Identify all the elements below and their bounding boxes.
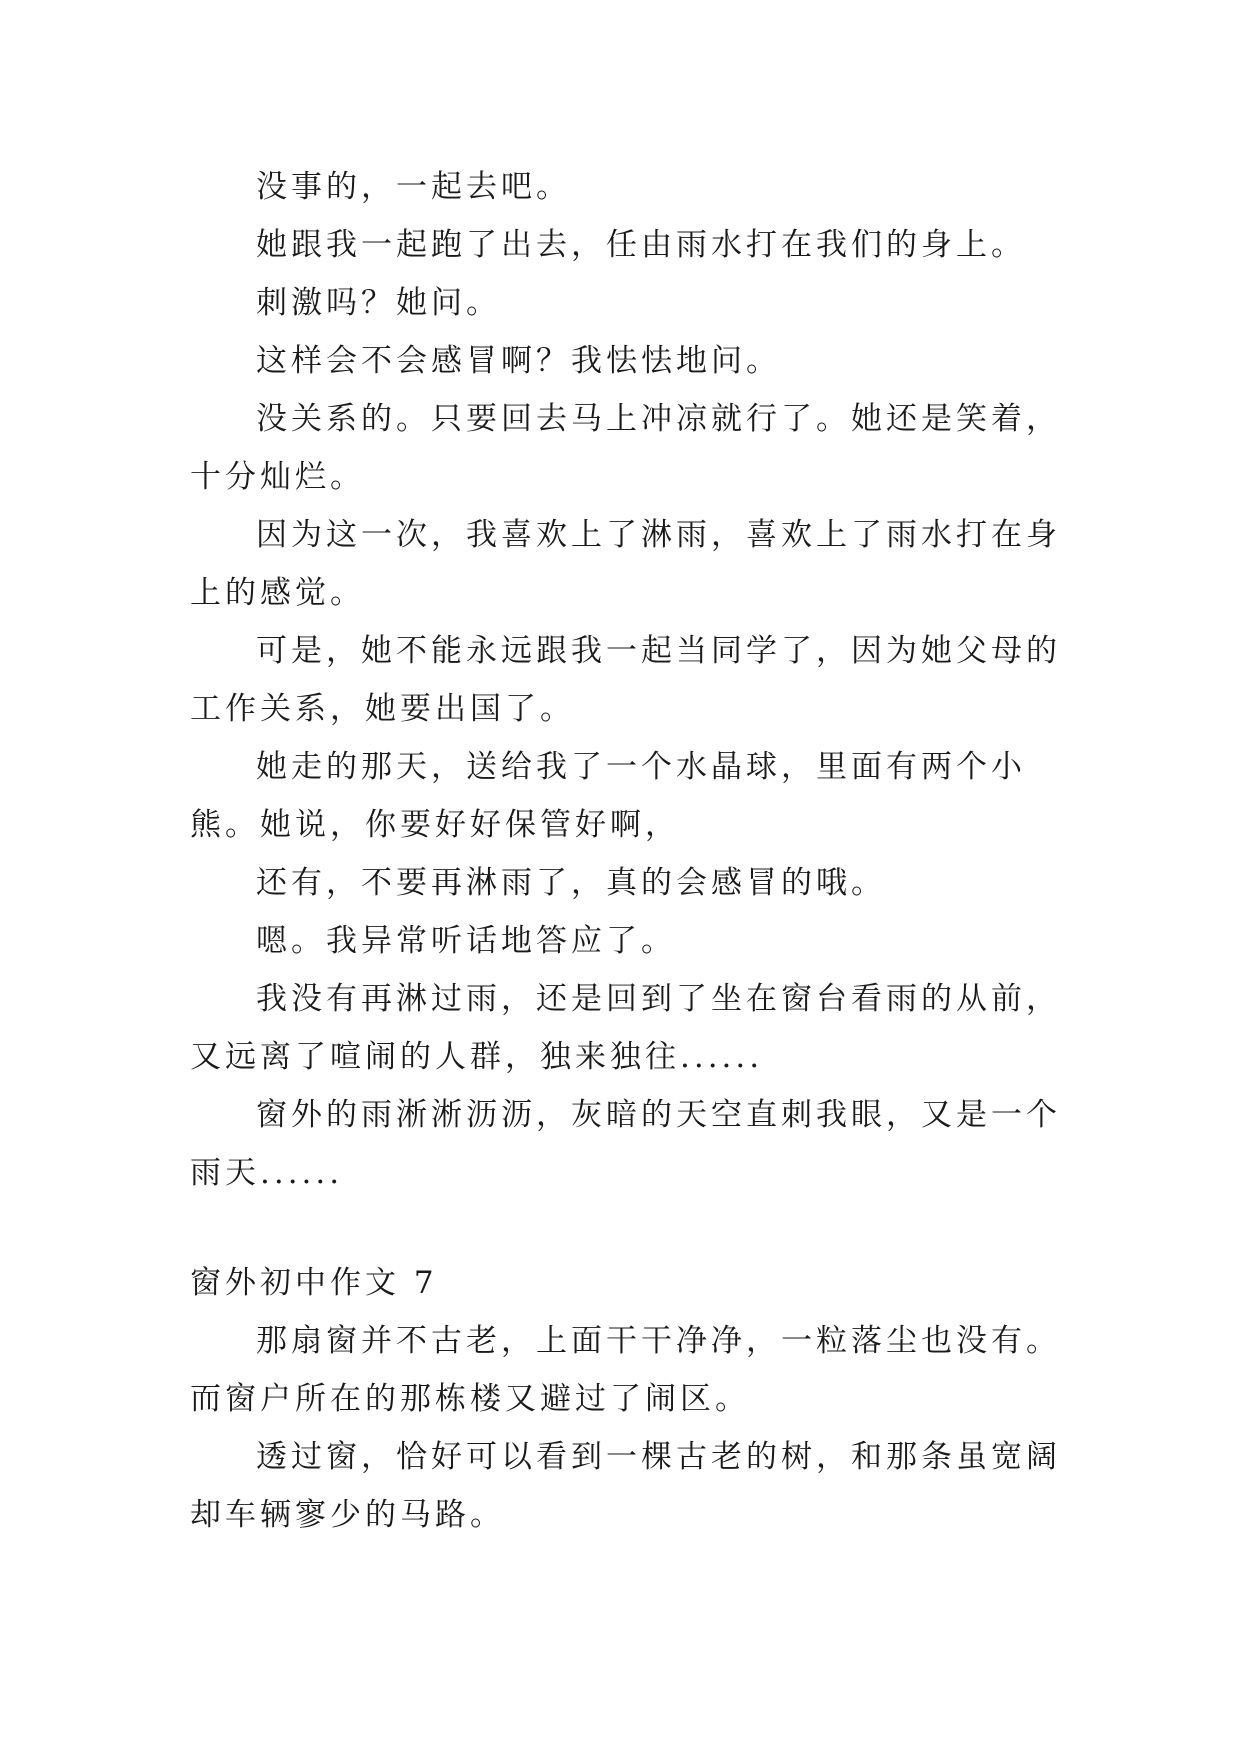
paragraph: 没事的，一起去吧。: [256, 169, 571, 205]
paragraph: 刺激吗？她问。: [256, 285, 501, 321]
paragraph: 我没有再淋过雨，还是回到了坐在窗台看雨的从前，又远离了喧闹的人群，独来独往......: [190, 981, 1061, 1075]
paragraph: 她跟我一起跑了出去，任由雨水打在我们的身上。: [256, 227, 1026, 263]
paragraph: 嗯。我异常听话地答应了。: [256, 923, 676, 959]
paragraph: 因为这一次，我喜欢上了淋雨，喜欢上了雨水打在身上的感觉。: [190, 517, 1061, 611]
paragraph: 没关系的。只要回去马上冲凉就行了。她还是笑着，十分灿烂。: [190, 401, 1061, 495]
paragraph: 透过窗，恰好可以看到一棵古老的树，和那条虽宽阔却车辆寥少的马路。: [190, 1439, 1061, 1533]
document-body: [190, 158, 1070, 1544]
paragraph: 可是，她不能永远跟我一起当同学了，因为她父母的工作关系，她要出国了。: [190, 633, 1061, 727]
paragraph: 窗外的雨淅淅沥沥，灰暗的天空直刺我眼，又是一个雨天......: [190, 1097, 1061, 1191]
paragraph: 那扇窗并不古老，上面干干净净，一粒落尘也没有。而窗户所在的那栋楼又避过了闹区。: [190, 1323, 1061, 1417]
paragraph: 她走的那天，送给我了一个水晶球，里面有两个小熊。她说，你要好好保管好啊，: [190, 749, 1026, 843]
paragraph: 这样会不会感冒啊？我怯怯地问。: [256, 343, 781, 379]
section-heading: 窗外初中作文 7: [190, 1265, 438, 1301]
paragraph: 还有，不要再淋雨了，真的会感冒的哦。: [256, 865, 886, 901]
